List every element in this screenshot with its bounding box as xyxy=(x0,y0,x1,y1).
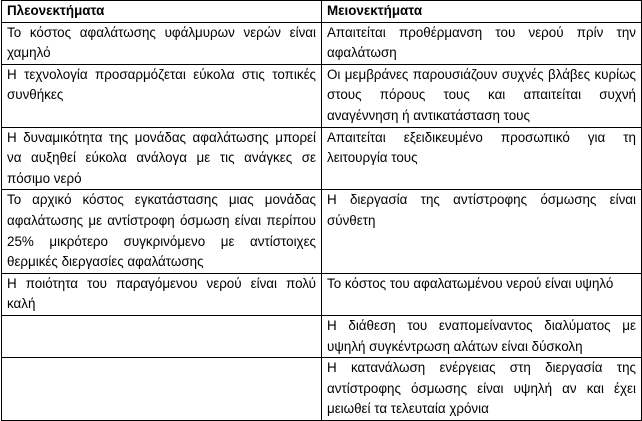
advantage-cell: Η ποιότητα του παραγόμενου νερού είναι πολύ καλή xyxy=(2,273,322,315)
advantage-cell: Η δυναμικότητα της μονάδας αφαλάτωσης μπορεί να αυξηθεί εύκολα ανάλογα με τις ανάγκες σε πόσιμο νερό xyxy=(2,127,322,190)
advantages-disadvantages-table xyxy=(1,0,642,421)
header-advantages: Πλεονεκτήματα xyxy=(2,1,322,23)
advantage-cell: Το αρχικό κόστος εγκατάστασης μιας μονάδας αφαλάτωσης με αντίστροφη όσμωση είναι περίπου 25% μικρότερο συγκρινόμενο με αντίστοιχες θερμικές διεργασίες αφαλάτωσης xyxy=(2,190,322,273)
disadvantage-cell: Η κατανάλωση ενέργειας στη διεργασία της αντίστροφης όσμωσης είναι υψηλή αν και έχει μειωθεί τα τελευταία χρόνια xyxy=(322,358,642,421)
table-row xyxy=(2,127,642,190)
table-row xyxy=(2,358,642,421)
table-row xyxy=(2,22,642,64)
header-disadvantages: Μειονεκτήματα xyxy=(322,1,642,23)
advantage-cell xyxy=(2,358,322,421)
table-row xyxy=(2,190,642,273)
disadvantage-cell: Απαιτείται εξειδικευμένο προσωπικό για τη λειτουργία τους xyxy=(322,127,642,190)
disadvantage-cell: Οι μεμβράνες παρουσιάζουν συχνές βλάβες κυρίως στους πόρους τους και απαιτείται συχνή αναγέννηση ή αντικατάσταση τους xyxy=(322,64,642,127)
disadvantage-cell: Η διάθεση του εναπομείναντος διαλύματος με υψηλή συγκέντρωση αλάτων είναι δύσκολη xyxy=(322,315,642,357)
disadvantage-cell: Απαιτείται προθέρμανση του νερού πρίν την αφαλάτωση xyxy=(322,22,642,64)
table-header-row xyxy=(2,1,642,23)
table-row xyxy=(2,64,642,127)
table-row xyxy=(2,315,642,357)
advantage-cell xyxy=(2,315,322,357)
advantage-cell: Το κόστος αφαλάτωσης υφάλμυρων νερών είναι χαμηλό xyxy=(2,22,322,64)
advantage-cell: Η τεχνολογία προσαρμόζεται εύκολα στις τοπικές συνθήκες xyxy=(2,64,322,127)
disadvantage-cell: Η διεργασία της αντίστροφης όσμωσης είναι σύνθετη xyxy=(322,190,642,273)
table-row xyxy=(2,273,642,315)
disadvantage-cell: Το κόστος του αφαλατωμένου νερού είναι υψηλό xyxy=(322,273,642,315)
